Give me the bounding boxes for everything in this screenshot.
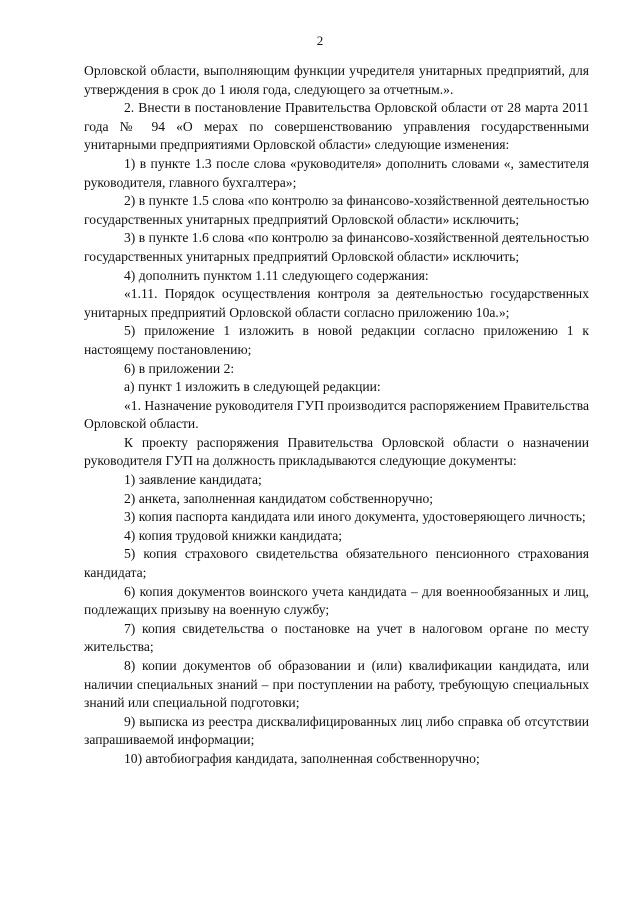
list-item: 4) копия трудовой книжки кандидата; xyxy=(124,527,343,543)
paragraph-subitem-4: 4) дополнить пунктом 1.11 следующего содержания: xyxy=(124,267,429,283)
paragraph-documents-intro: К проекту распоряжения Правительства Орловской области о назначении руководителя ГУП на должность прикладываются следующие документы: xyxy=(84,434,589,469)
list-item: 3) копия паспорта кандидата или иного документа, удостоверяющего личность; xyxy=(124,509,586,525)
paragraph-continuation: Орловской области, выполняющим функции учредителя унитарных предприятий, для утверждения в срок до 1 июля года, следующего за отчетным.». xyxy=(84,63,589,97)
document-body xyxy=(84,62,589,769)
paragraph-subitem-2: 2) в пункте 1.5 слова «по контролю за финансово-хозяйственной деятельностью государственных унитарных предприятий Орловской области» исключить; xyxy=(84,193,589,227)
list-item: 1) заявление кандидата; xyxy=(124,472,262,488)
paragraph-subitem-a: а) пункт 1 изложить в следующей редакции: xyxy=(124,379,381,395)
list-item: 2) анкета, заполненная кандидатом собственноручно; xyxy=(124,490,434,506)
paragraph-quote-1-11: «1.11. Порядок осуществления контроля за деятельностью государственных унитарных предприятий Орловской области согласно приложению 10а.»; xyxy=(84,286,589,320)
list-item: 7) копия свидетельства о постановке на учет в налоговом органе по месту жительства; xyxy=(84,620,589,655)
paragraph-quote-appointment: «1. Назначение руководителя ГУП производится распоряжением Правительства Орловской области. xyxy=(84,397,589,432)
paragraph-subitem-6: 6) в приложении 2: xyxy=(124,360,235,376)
list-item: 9) выписка из реестра дисквалифицированных лиц либо справка об отсутствии запрашиваемой информации; xyxy=(84,713,589,748)
list-item: 8) копии документов об образовании и (или) квалификации кандидата, или наличии специальных знаний – при поступлении на работу, требующую специальных знаний или специальной подготовки; xyxy=(84,658,589,711)
paragraph-subitem-1: 1) в пункте 1.3 после слова «руководителя» дополнить словами «, заместителя руководителя, главного бухгалтера»; xyxy=(84,155,589,190)
page-number: 2 xyxy=(316,33,324,48)
list-item: 6) копия документов воинского учета кандидата – для военнообязанных и лиц, подлежащих призыву на военную службу; xyxy=(84,583,589,618)
list-item: 5) копия страхового свидетельства обязательного пенсионного страхования кандидата; xyxy=(84,546,589,581)
list-item: 10) автобиография кандидата, заполненная собственноручно; xyxy=(124,750,480,766)
paragraph-subitem-5: 5) приложение 1 изложить в новой редакции согласно приложению 1 к настоящему постановлению; xyxy=(84,323,589,357)
paragraph-item-2: 2. Внести в постановление Правительства Орловской области от 28 марта 2011 года № 94 «О мерах по совершенствованию управления государственными унитарными предприятиями Орловской области» следующие изменения: xyxy=(84,100,589,153)
paragraph-subitem-3: 3) в пункте 1.6 слова «по контролю за финансово-хозяйственной деятельностью государственных унитарных предприятий Орловской области» исключить; xyxy=(84,230,589,264)
